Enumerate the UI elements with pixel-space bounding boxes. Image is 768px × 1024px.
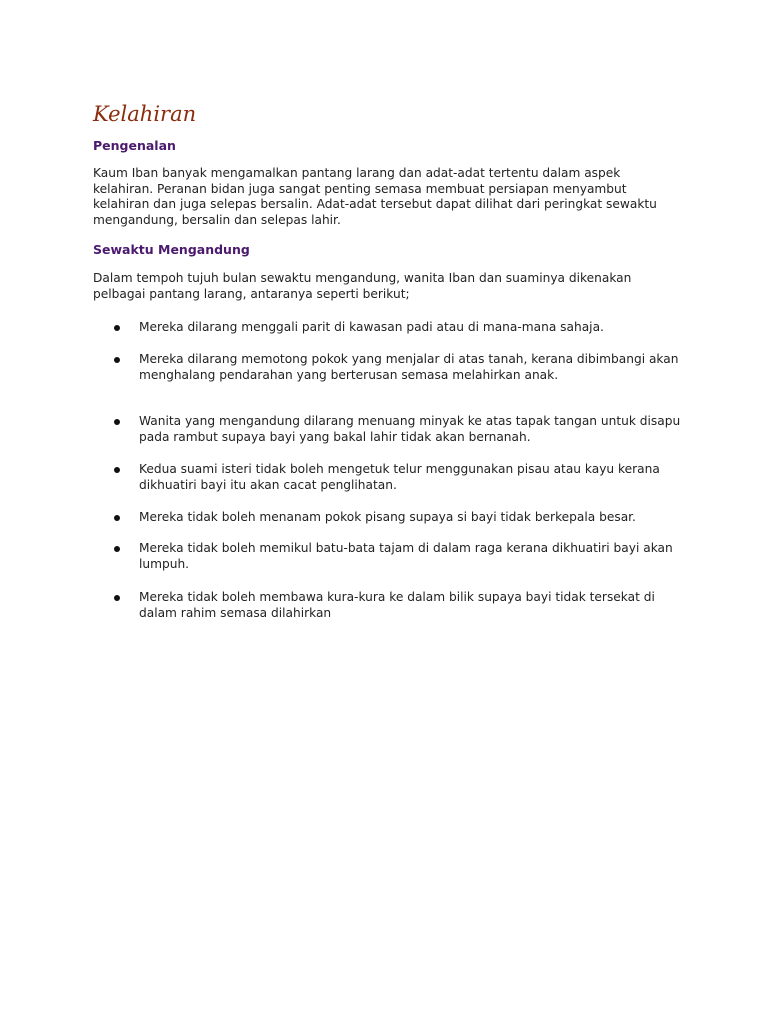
- list-item-text: Mereka dilarang memotong pokok yang menjalar di atas tanah, kerana dibimbangi akan menghalang pendarahan yang berterusan semasa melahirkan anak.: [139, 352, 679, 382]
- section-heading-pengenalan: Pengenalan: [93, 138, 176, 153]
- list-item-text: Wanita yang mengandung dilarang menuang minyak ke atas tapak tangan untuk disapu pada rambut supaya bayi yang bakal lahir tidak akan bernanah.: [139, 414, 681, 444]
- bullet-icon: [114, 595, 120, 601]
- section-heading-sewaktu-mengandung: Sewaktu Mengandung: [93, 242, 250, 257]
- list-item-text: Mereka dilarang menggali parit di kawasan padi atau di mana-mana sahaja.: [139, 320, 604, 334]
- bullet-icon: [114, 419, 120, 425]
- bullet-icon: [114, 467, 120, 473]
- intro-paragraph: Kaum Iban banyak mengamalkan pantang larang dan adat-adat tertentu dalam aspek kelahiran. Peranan bidan juga sangat penting semasa membuat persiapan menyambut kelahiran dan juga selepas bersalin. Adat-adat tersebut dapat dilihat dari peringkat sewaktu mengandung, bersalin dan selepas lahir.: [93, 166, 657, 227]
- list-item-text: Mereka tidak boleh memikul batu-bata tajam di dalam raga kerana dikhuatiri bayi akan lumpuh.: [139, 541, 673, 571]
- bullet-icon: [114, 546, 120, 552]
- pregnancy-intro-paragraph: Dalam tempoh tujuh bulan sewaktu mengandung, wanita Iban dan suaminya dikenakan pelbagai pantang larang, antaranya seperti berikut;: [93, 271, 632, 301]
- list-item-text: Mereka tidak boleh menanam pokok pisang supaya si bayi tidak berkepala besar.: [139, 510, 636, 524]
- bullet-icon: [114, 515, 120, 521]
- document-title: Kelahiran: [93, 102, 197, 126]
- bullet-icon: [114, 325, 120, 331]
- list-item-text: Kedua suami isteri tidak boleh mengetuk telur menggunakan pisau atau kayu kerana dikhuatiri bayi itu akan cacat penglihatan.: [139, 462, 660, 492]
- bullet-icon: [114, 357, 120, 363]
- list-item-text: Mereka tidak boleh membawa kura-kura ke dalam bilik supaya bayi tidak tersekat di dalam rahim semasa dilahirkan: [139, 590, 655, 620]
